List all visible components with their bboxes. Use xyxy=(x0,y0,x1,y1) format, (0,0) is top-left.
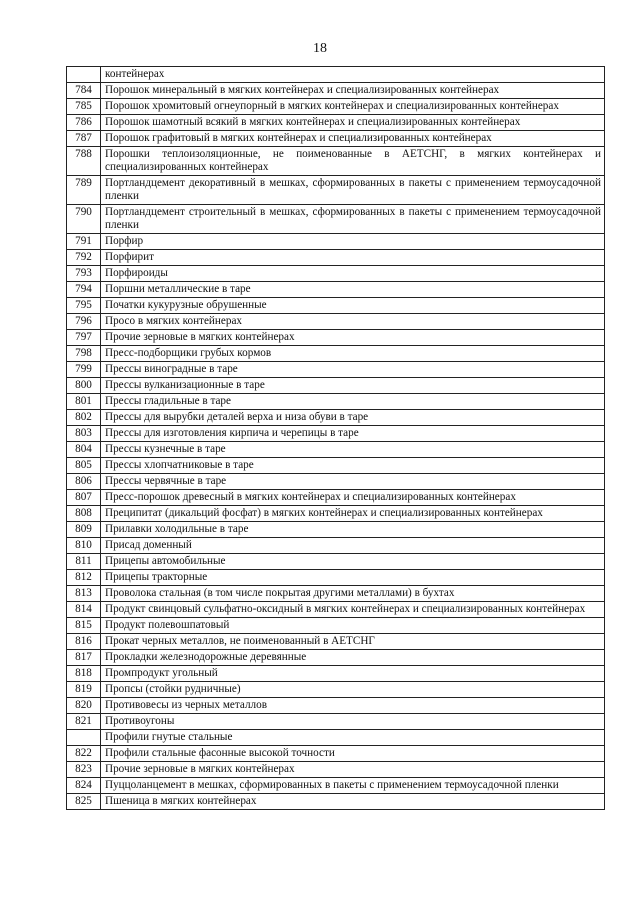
table-row xyxy=(67,394,605,410)
cargo-name-cell: Прессы кузнечные в таре xyxy=(101,442,605,458)
table-row xyxy=(67,522,605,538)
table-row xyxy=(67,266,605,282)
row-number-cell: 788 xyxy=(67,147,101,176)
row-number-cell: 795 xyxy=(67,298,101,314)
table-row xyxy=(67,762,605,778)
row-number-cell: 791 xyxy=(67,234,101,250)
row-number-cell: 805 xyxy=(67,458,101,474)
table-row xyxy=(67,618,605,634)
row-number-cell: 819 xyxy=(67,682,101,698)
table-row xyxy=(67,730,605,746)
cargo-name-cell: Прессы гладильные в таре xyxy=(101,394,605,410)
row-number-cell: 812 xyxy=(67,570,101,586)
cargo-name-cell: Продукт свинцовый сульфатно-оксидный в мягких контейнерах и специализированных контейнерах xyxy=(101,602,605,618)
row-number-cell: 810 xyxy=(67,538,101,554)
row-number-cell: 809 xyxy=(67,522,101,538)
table-row xyxy=(67,115,605,131)
cargo-name-cell: Порошок шамотный всякий в мягких контейнерах и специализированных контейнерах xyxy=(101,115,605,131)
row-number-cell: 815 xyxy=(67,618,101,634)
cargo-name-cell: Пресс-подборщики грубых кормов xyxy=(101,346,605,362)
page-number: 18 xyxy=(313,41,327,56)
table-row xyxy=(67,506,605,522)
goods-table xyxy=(66,66,605,810)
cargo-name-cell: Продукт полевошпатовый xyxy=(101,618,605,634)
cargo-name-cell: Прочие зерновые в мягких контейнерах xyxy=(101,330,605,346)
row-number-cell: 825 xyxy=(67,794,101,810)
table-row xyxy=(67,99,605,115)
table-row xyxy=(67,378,605,394)
cargo-name-cell: Проволока стальная (в том числе покрытая другими металлами) в бухтах xyxy=(101,586,605,602)
row-number-cell: 816 xyxy=(67,634,101,650)
row-number-cell: 811 xyxy=(67,554,101,570)
row-number-cell: 790 xyxy=(67,205,101,234)
table-row xyxy=(67,330,605,346)
cargo-name-cell: Пресс-порошок древесный в мягких контейнерах и специализированных контейнерах xyxy=(101,490,605,506)
row-number-cell: 784 xyxy=(67,83,101,99)
table-row xyxy=(67,67,605,83)
cargo-name-cell: Пшеница в мягких контейнерах xyxy=(101,794,605,810)
cargo-name-cell: Профили гнутые стальные xyxy=(101,730,605,746)
table-row xyxy=(67,176,605,205)
row-number-cell: 792 xyxy=(67,250,101,266)
cargo-name-cell: Прессы червячные в таре xyxy=(101,474,605,490)
row-number-cell: 813 xyxy=(67,586,101,602)
row-number-cell: 785 xyxy=(67,99,101,115)
table-row xyxy=(67,666,605,682)
cargo-name-cell: Прицепы автомобильные xyxy=(101,554,605,570)
row-number-cell: 823 xyxy=(67,762,101,778)
table-row xyxy=(67,298,605,314)
table-row xyxy=(67,314,605,330)
cargo-name-cell: Портландцемент строительный в мешках, сформированных в пакеты с применением термоусадочной пленки xyxy=(101,205,605,234)
row-number-cell: 824 xyxy=(67,778,101,794)
cargo-name-cell: Порошок графитовый в мягких контейнерах и специализированных контейнерах xyxy=(101,131,605,147)
row-number-cell: 807 xyxy=(67,490,101,506)
table-row xyxy=(67,794,605,810)
row-number-cell xyxy=(67,67,101,83)
table-row xyxy=(67,282,605,298)
table-row xyxy=(67,234,605,250)
table-row xyxy=(67,83,605,99)
row-number-cell: 806 xyxy=(67,474,101,490)
cargo-name-cell: Прессы хлопчатниковые в таре xyxy=(101,458,605,474)
row-number-cell: 799 xyxy=(67,362,101,378)
table-row xyxy=(67,362,605,378)
row-number-cell: 797 xyxy=(67,330,101,346)
row-number-cell: 794 xyxy=(67,282,101,298)
table-row xyxy=(67,602,605,618)
row-number-cell xyxy=(67,730,101,746)
row-number-cell: 801 xyxy=(67,394,101,410)
cargo-name-cell: контейнерах xyxy=(101,67,605,83)
cargo-name-cell: Прокат черных металлов, не поименованный в АЕТСНГ xyxy=(101,634,605,650)
cargo-name-cell: Прессы для вырубки деталей верха и низа обуви в таре xyxy=(101,410,605,426)
cargo-name-cell: Преципитат (дикальций фосфат) в мягких контейнерах и специализированных контейнерах xyxy=(101,506,605,522)
table-row xyxy=(67,250,605,266)
row-number-cell: 796 xyxy=(67,314,101,330)
table-row xyxy=(67,634,605,650)
table-row xyxy=(67,131,605,147)
table-row xyxy=(67,682,605,698)
row-number-cell: 814 xyxy=(67,602,101,618)
row-number-cell: 803 xyxy=(67,426,101,442)
cargo-name-cell: Противовесы из черных металлов xyxy=(101,698,605,714)
table-row xyxy=(67,746,605,762)
cargo-name-cell: Порошок хромитовый огнеупорный в мягких контейнерах и специализированных контейнерах xyxy=(101,99,605,115)
goods-table-body xyxy=(67,67,605,810)
cargo-name-cell: Присад доменный xyxy=(101,538,605,554)
cargo-name-cell: Порошки теплоизоляционные, не поименованные в АЕТСНГ, в мягких контейнерах и специализированных контейнерах xyxy=(101,147,605,176)
table-row xyxy=(67,147,605,176)
table-row xyxy=(67,698,605,714)
row-number-cell: 793 xyxy=(67,266,101,282)
row-number-cell: 822 xyxy=(67,746,101,762)
row-number-cell: 800 xyxy=(67,378,101,394)
row-number-cell: 821 xyxy=(67,714,101,730)
table-row xyxy=(67,410,605,426)
row-number-cell: 804 xyxy=(67,442,101,458)
cargo-name-cell: Портландцемент декоративный в мешках, сформированных в пакеты с применением термоусадочной пленки xyxy=(101,176,605,205)
table-row xyxy=(67,346,605,362)
cargo-name-cell: Початки кукурузные обрушенные xyxy=(101,298,605,314)
row-number-cell: 787 xyxy=(67,131,101,147)
table-row xyxy=(67,586,605,602)
cargo-name-cell: Порфироиды xyxy=(101,266,605,282)
cargo-name-cell: Профили стальные фасонные высокой точности xyxy=(101,746,605,762)
cargo-name-cell: Прицепы тракторные xyxy=(101,570,605,586)
cargo-name-cell: Прочие зерновые в мягких контейнерах xyxy=(101,762,605,778)
row-number-cell: 789 xyxy=(67,176,101,205)
cargo-name-cell: Поршни металлические в таре xyxy=(101,282,605,298)
cargo-name-cell: Прокладки железнодорожные деревянные xyxy=(101,650,605,666)
cargo-name-cell: Пропсы (стойки рудничные) xyxy=(101,682,605,698)
row-number-cell: 817 xyxy=(67,650,101,666)
cargo-name-cell: Промпродукт угольный xyxy=(101,666,605,682)
cargo-name-cell: Прилавки холодильные в таре xyxy=(101,522,605,538)
cargo-name-cell: Прессы виноградные в таре xyxy=(101,362,605,378)
cargo-name-cell: Прессы вулканизационные в таре xyxy=(101,378,605,394)
cargo-name-cell: Порфир xyxy=(101,234,605,250)
table-row xyxy=(67,458,605,474)
row-number-cell: 808 xyxy=(67,506,101,522)
table-row xyxy=(67,490,605,506)
table-row xyxy=(67,650,605,666)
cargo-name-cell: Порошок минеральный в мягких контейнерах и специализированных контейнерах xyxy=(101,83,605,99)
table-row xyxy=(67,714,605,730)
cargo-name-cell: Просо в мягких контейнерах xyxy=(101,314,605,330)
table-row xyxy=(67,554,605,570)
table-row xyxy=(67,474,605,490)
cargo-name-cell: Порфирит xyxy=(101,250,605,266)
table-row xyxy=(67,778,605,794)
row-number-cell: 798 xyxy=(67,346,101,362)
cargo-name-cell: Противоугоны xyxy=(101,714,605,730)
table-row xyxy=(67,538,605,554)
cargo-name-cell: Прессы для изготовления кирпича и черепицы в таре xyxy=(101,426,605,442)
table-row xyxy=(67,570,605,586)
table-row xyxy=(67,442,605,458)
table-row xyxy=(67,426,605,442)
cargo-name-cell: Пуццоланцемент в мешках, сформированных в пакеты с применением термоусадочной пленки xyxy=(101,778,605,794)
row-number-cell: 820 xyxy=(67,698,101,714)
table-row xyxy=(67,205,605,234)
row-number-cell: 802 xyxy=(67,410,101,426)
row-number-cell: 786 xyxy=(67,115,101,131)
row-number-cell: 818 xyxy=(67,666,101,682)
